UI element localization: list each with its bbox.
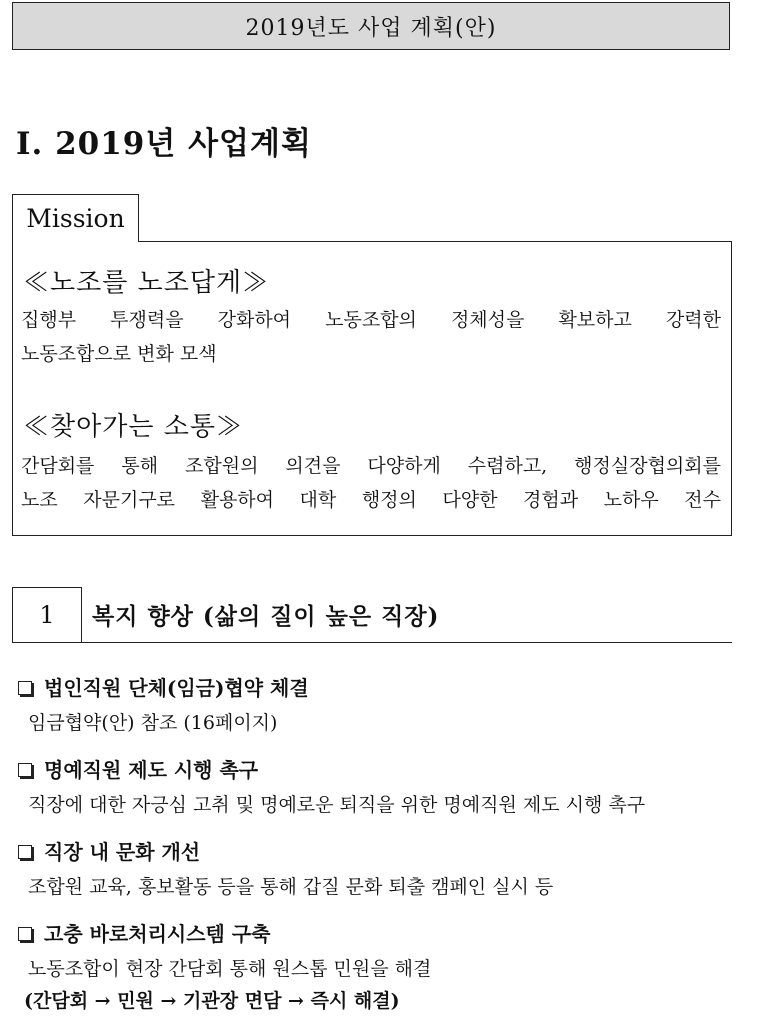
subsection-title: 복지 향상 (삶의 질이 높은 직장) [92, 603, 440, 630]
item-title-4 [18, 918, 270, 947]
subsection-number: 1 [39, 601, 55, 629]
mission-text-1-line-2: 노동조합으로 변화 모색 [21, 343, 217, 365]
document-title: 2019년도 사업 계획(안) [245, 15, 497, 41]
item-title-text: 명예직원 제도 시행 촉구 [44, 758, 259, 782]
mission-heading-2: ≪찾아가는 소통≫ [23, 412, 243, 442]
item-desc-4: 노동조합이 현장 간담회 통해 원스톱 민원을 해결 [28, 958, 432, 980]
item-title-3 [18, 836, 200, 865]
item-desc-2: 직장에 대한 자긍심 고취 및 명예로운 퇴직을 위한 명예직원 제도 시행 촉구 [28, 794, 646, 816]
section-heading: Ⅰ. 2019년 사업계획 [16, 126, 312, 162]
document-title-bar [12, 2, 730, 50]
item-title-1 [18, 672, 309, 701]
subsection-underline [82, 642, 732, 643]
mission-text-2-line-2: 노조 자문기구로 활용하여 대학 행정의 다양한 경험과 노하우 전수 [21, 489, 721, 511]
item-title-2 [18, 754, 258, 783]
checkbox-icon [18, 927, 32, 941]
mission-text-1-line-1: 집행부 투쟁력을 강화하여 노동조합의 정체성을 확보하고 강력한 [21, 309, 721, 331]
mission-tab-label: Mission [26, 204, 125, 233]
item-title-text: 고충 바로처리시스템 구축 [44, 922, 271, 946]
checkbox-icon [18, 845, 32, 859]
item-desc-4-flow: (간담회 → 민원 → 기관장 면담 → 즉시 해결) [24, 990, 400, 1012]
checkbox-icon [18, 681, 32, 695]
mission-tab [12, 194, 139, 242]
mission-box [12, 241, 732, 536]
subsection-number-box [12, 587, 82, 643]
checkbox-icon [18, 763, 32, 777]
mission-text-2-line-1: 간담회를 통해 조합원의 의견을 다양하게 수렴하고, 행정실장협의회를 [21, 455, 721, 477]
item-desc-3: 조합원 교육, 홍보활동 등을 통해 갑질 문화 퇴출 캠페인 실시 등 [28, 876, 554, 898]
item-title-text: 직장 내 문화 개선 [44, 840, 201, 864]
item-desc-1: 임금협약(안) 참조 (16페이지) [28, 712, 278, 734]
item-title-text: 법인직원 단체(임금)협약 체결 [44, 676, 309, 700]
mission-heading-1: ≪노조를 노조답게≫ [23, 268, 270, 298]
